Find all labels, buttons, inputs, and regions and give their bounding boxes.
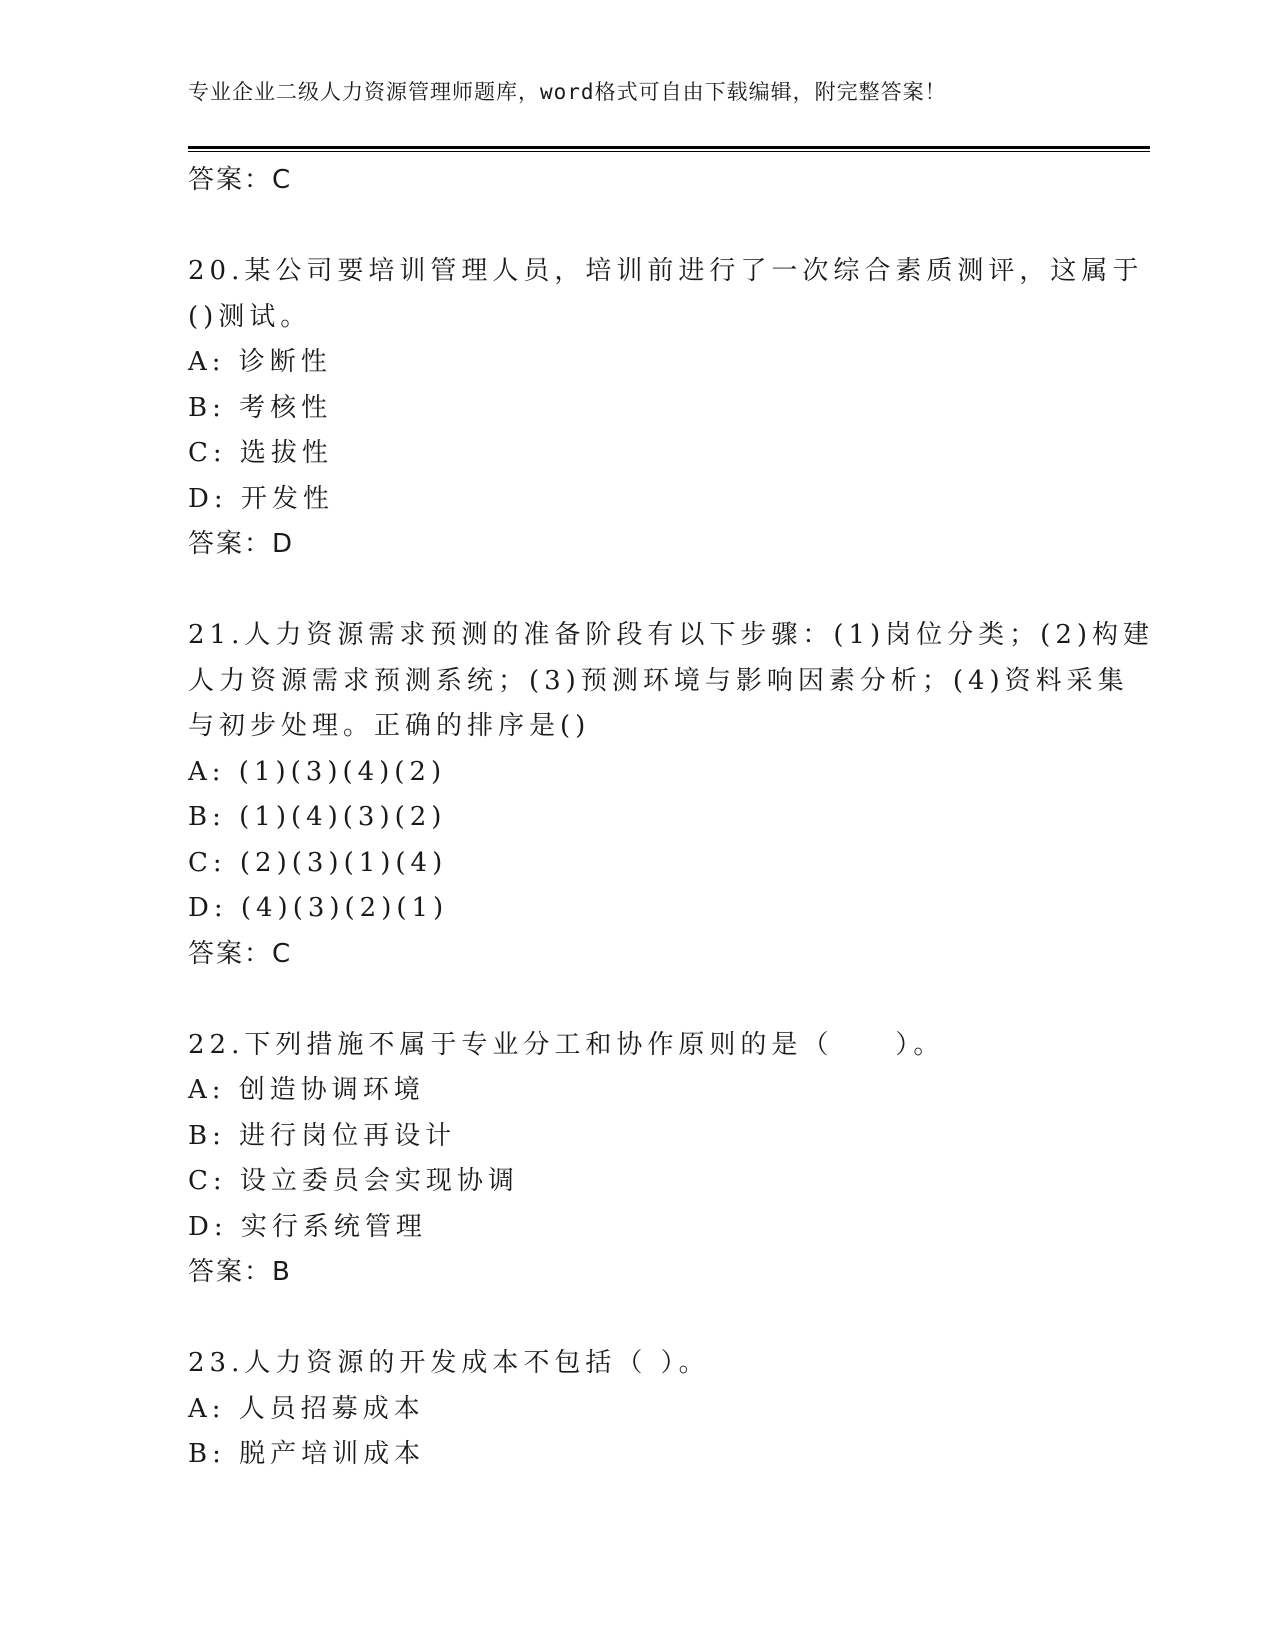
question-20 <box>188 249 1144 568</box>
option-a: A: 人员招募成本 <box>188 1393 425 1424</box>
header-rule-thick <box>188 146 1150 149</box>
option-a: A: 诊断性 <box>188 347 332 377</box>
question-stem: 人力资源需求预测系统；(3)预测环境与影响因素分析；(4)资料采集 <box>188 665 1129 696</box>
question-stem: ()测试。 <box>188 301 312 332</box>
answer: 答案：B <box>188 1257 292 1287</box>
question-23 <box>188 1341 1088 1478</box>
question-stem: 20.某公司要培训管理人员，培训前进行了一次综合素质测评，这属于 <box>188 256 1144 286</box>
question-stem: 21.人力资源需求预测的准备阶段有以下步骤：(1)岗位分类；(2)构建 <box>188 620 1155 650</box>
prev-answer: 答案：C <box>188 165 293 195</box>
option-d: D: 开发性 <box>188 483 334 514</box>
header-rule-thin <box>188 151 1150 152</box>
option-d: D: 实行系统管理 <box>188 1211 427 1242</box>
option-a: A: 创造协调环境 <box>188 1075 425 1105</box>
option-b: B: (1)(4)(3)(2) <box>188 802 447 832</box>
option-a: A: (1)(3)(4)(2) <box>188 756 447 787</box>
option-d: D: (4)(3)(2)(1) <box>188 893 449 923</box>
option-c: C: (2)(3)(1)(4) <box>188 847 448 878</box>
page-header: 专业企业二级人力资源管理师题库，word格式可自由下载编辑，附完整答案！ <box>188 80 947 104</box>
question-list <box>188 158 1155 1478</box>
question-stem: 与初步处理。正确的排序是() <box>188 711 591 741</box>
option-c: C: 设立委员会实现协调 <box>188 1166 519 1196</box>
option-b: B: 脱产培训成本 <box>188 1439 426 1469</box>
answer: 答案：D <box>188 529 295 559</box>
option-c: C: 选拔性 <box>188 438 333 468</box>
option-b: B: 考核性 <box>188 392 333 423</box>
question-21 <box>188 613 1155 977</box>
question-stem: 23.人力资源的开发成本不包括（ ）。 <box>188 1348 710 1378</box>
option-b: B: 进行岗位再设计 <box>188 1120 457 1151</box>
question-22 <box>188 1023 1088 1296</box>
question-stem: 22.下列措施不属于专业分工和协作原则的是（ ）。 <box>188 1029 945 1060</box>
answer: 答案：C <box>188 938 293 969</box>
